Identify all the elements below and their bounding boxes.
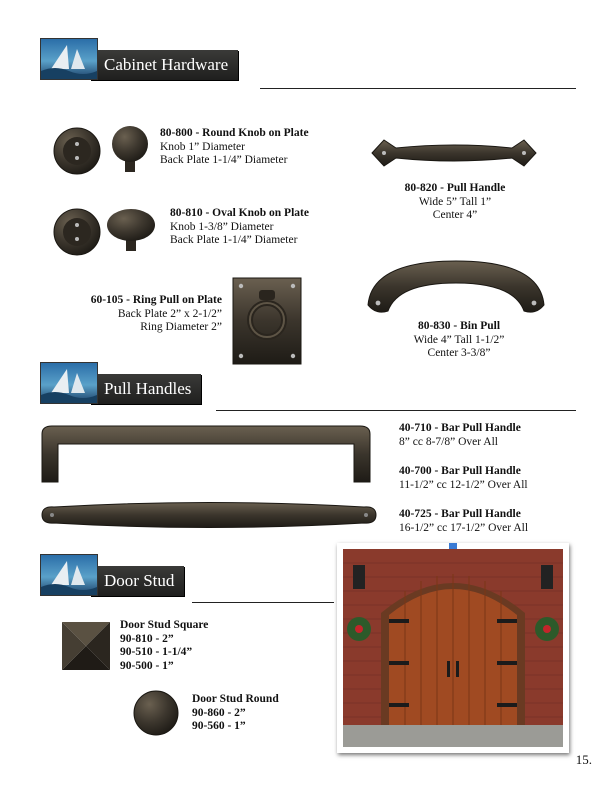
section-rule-pull-handles bbox=[216, 410, 576, 411]
product-title: 40-725 - Bar Pull Handle bbox=[399, 508, 521, 520]
oval-knob-image bbox=[104, 205, 158, 255]
arched-door-photo bbox=[337, 543, 569, 753]
product-spec: 11-1/2” cc 12-1/2” Over All bbox=[399, 478, 528, 491]
section-header-cabinet-hardware bbox=[40, 38, 260, 82]
product-title: 40-700 - Bar Pull Handle bbox=[399, 465, 521, 477]
product-title: 80-800 - Round Knob on Plate bbox=[160, 127, 309, 139]
tapered-bar-pull-image bbox=[38, 500, 380, 530]
section-header-pull-handles bbox=[40, 362, 220, 406]
product-title: Door Stud Square bbox=[120, 619, 209, 631]
product-80-830 bbox=[384, 320, 534, 361]
section-title-door-stud: Door Stud bbox=[90, 566, 184, 596]
product-spec: Center 4” bbox=[432, 209, 478, 221]
section-header-door-stud bbox=[40, 554, 200, 598]
product-spec: Wide 5” Tall 1” bbox=[418, 195, 492, 208]
ring-pull-image bbox=[231, 276, 303, 366]
product-spec: 90-860 - 2” bbox=[192, 706, 246, 719]
product-title: 40-710 - Bar Pull Handle bbox=[399, 422, 521, 434]
product-title: 80-810 - Oval Knob on Plate bbox=[170, 207, 309, 219]
product-spec: Center 3-3/8” bbox=[427, 347, 491, 359]
product-title: 80-820 - Pull Handle bbox=[404, 182, 506, 194]
product-spec: 90-510 - 1-1/4” bbox=[120, 646, 193, 658]
product-spec: Knob 1” Diameter bbox=[160, 140, 245, 153]
ship-thumbnail-icon bbox=[40, 38, 98, 80]
round-knob-plate-image bbox=[52, 126, 102, 176]
product-spec: 90-560 - 1” bbox=[192, 720, 246, 732]
product-spec: Back Plate 1-1/4” Diameter bbox=[170, 234, 298, 246]
page-number: 15. bbox=[575, 752, 592, 767]
product-title: 80-830 - Bin Pull bbox=[417, 320, 501, 332]
product-spec: Wide 4” Tall 1-1/2” bbox=[413, 333, 505, 346]
product-80-820 bbox=[380, 182, 530, 223]
product-spec: 90-810 - 2” bbox=[120, 632, 174, 645]
section-rule-door-stud bbox=[192, 602, 334, 603]
product-door-stud-square bbox=[120, 619, 208, 673]
round-knob-image bbox=[109, 124, 151, 176]
ship-thumbnail-icon bbox=[40, 362, 98, 404]
ship-thumbnail-icon bbox=[40, 554, 98, 596]
product-spec: Back Plate 1-1/4” Diameter bbox=[160, 154, 288, 166]
section-title-pull-handles: Pull Handles bbox=[90, 374, 201, 404]
section-rule-cabinet-hardware bbox=[260, 88, 576, 89]
product-spec: 16-1/2” cc 17-1/2” Over All bbox=[399, 521, 529, 534]
product-40-725 bbox=[399, 508, 528, 535]
product-spec: 8” cc 8-7/8” Over All bbox=[399, 435, 498, 448]
product-40-710 bbox=[399, 422, 521, 449]
section-title-cabinet-hardware: Cabinet Hardware bbox=[90, 50, 238, 80]
product-80-810 bbox=[170, 207, 309, 248]
product-80-800 bbox=[160, 127, 309, 168]
product-60-105 bbox=[80, 294, 222, 335]
bin-pull-image bbox=[364, 255, 548, 319]
square-door-stud-image bbox=[60, 620, 112, 672]
product-title: Door Stud Round bbox=[192, 693, 279, 705]
product-spec: Ring Diameter 2” bbox=[140, 321, 222, 333]
product-spec: 90-500 - 1” bbox=[120, 659, 174, 672]
product-40-700 bbox=[399, 465, 528, 492]
pull-handle-image bbox=[370, 132, 538, 174]
product-spec: Knob 1-3/8” Diameter bbox=[170, 220, 274, 233]
bar-pull-handle-image bbox=[38, 422, 374, 484]
product-door-stud-round bbox=[192, 693, 279, 734]
product-spec: Back Plate 2” x 2-1/2” bbox=[117, 307, 222, 320]
oval-knob-plate-image bbox=[52, 207, 102, 257]
product-title: 60-105 - Ring Pull on Plate bbox=[90, 294, 222, 306]
round-door-stud-image bbox=[132, 689, 180, 737]
